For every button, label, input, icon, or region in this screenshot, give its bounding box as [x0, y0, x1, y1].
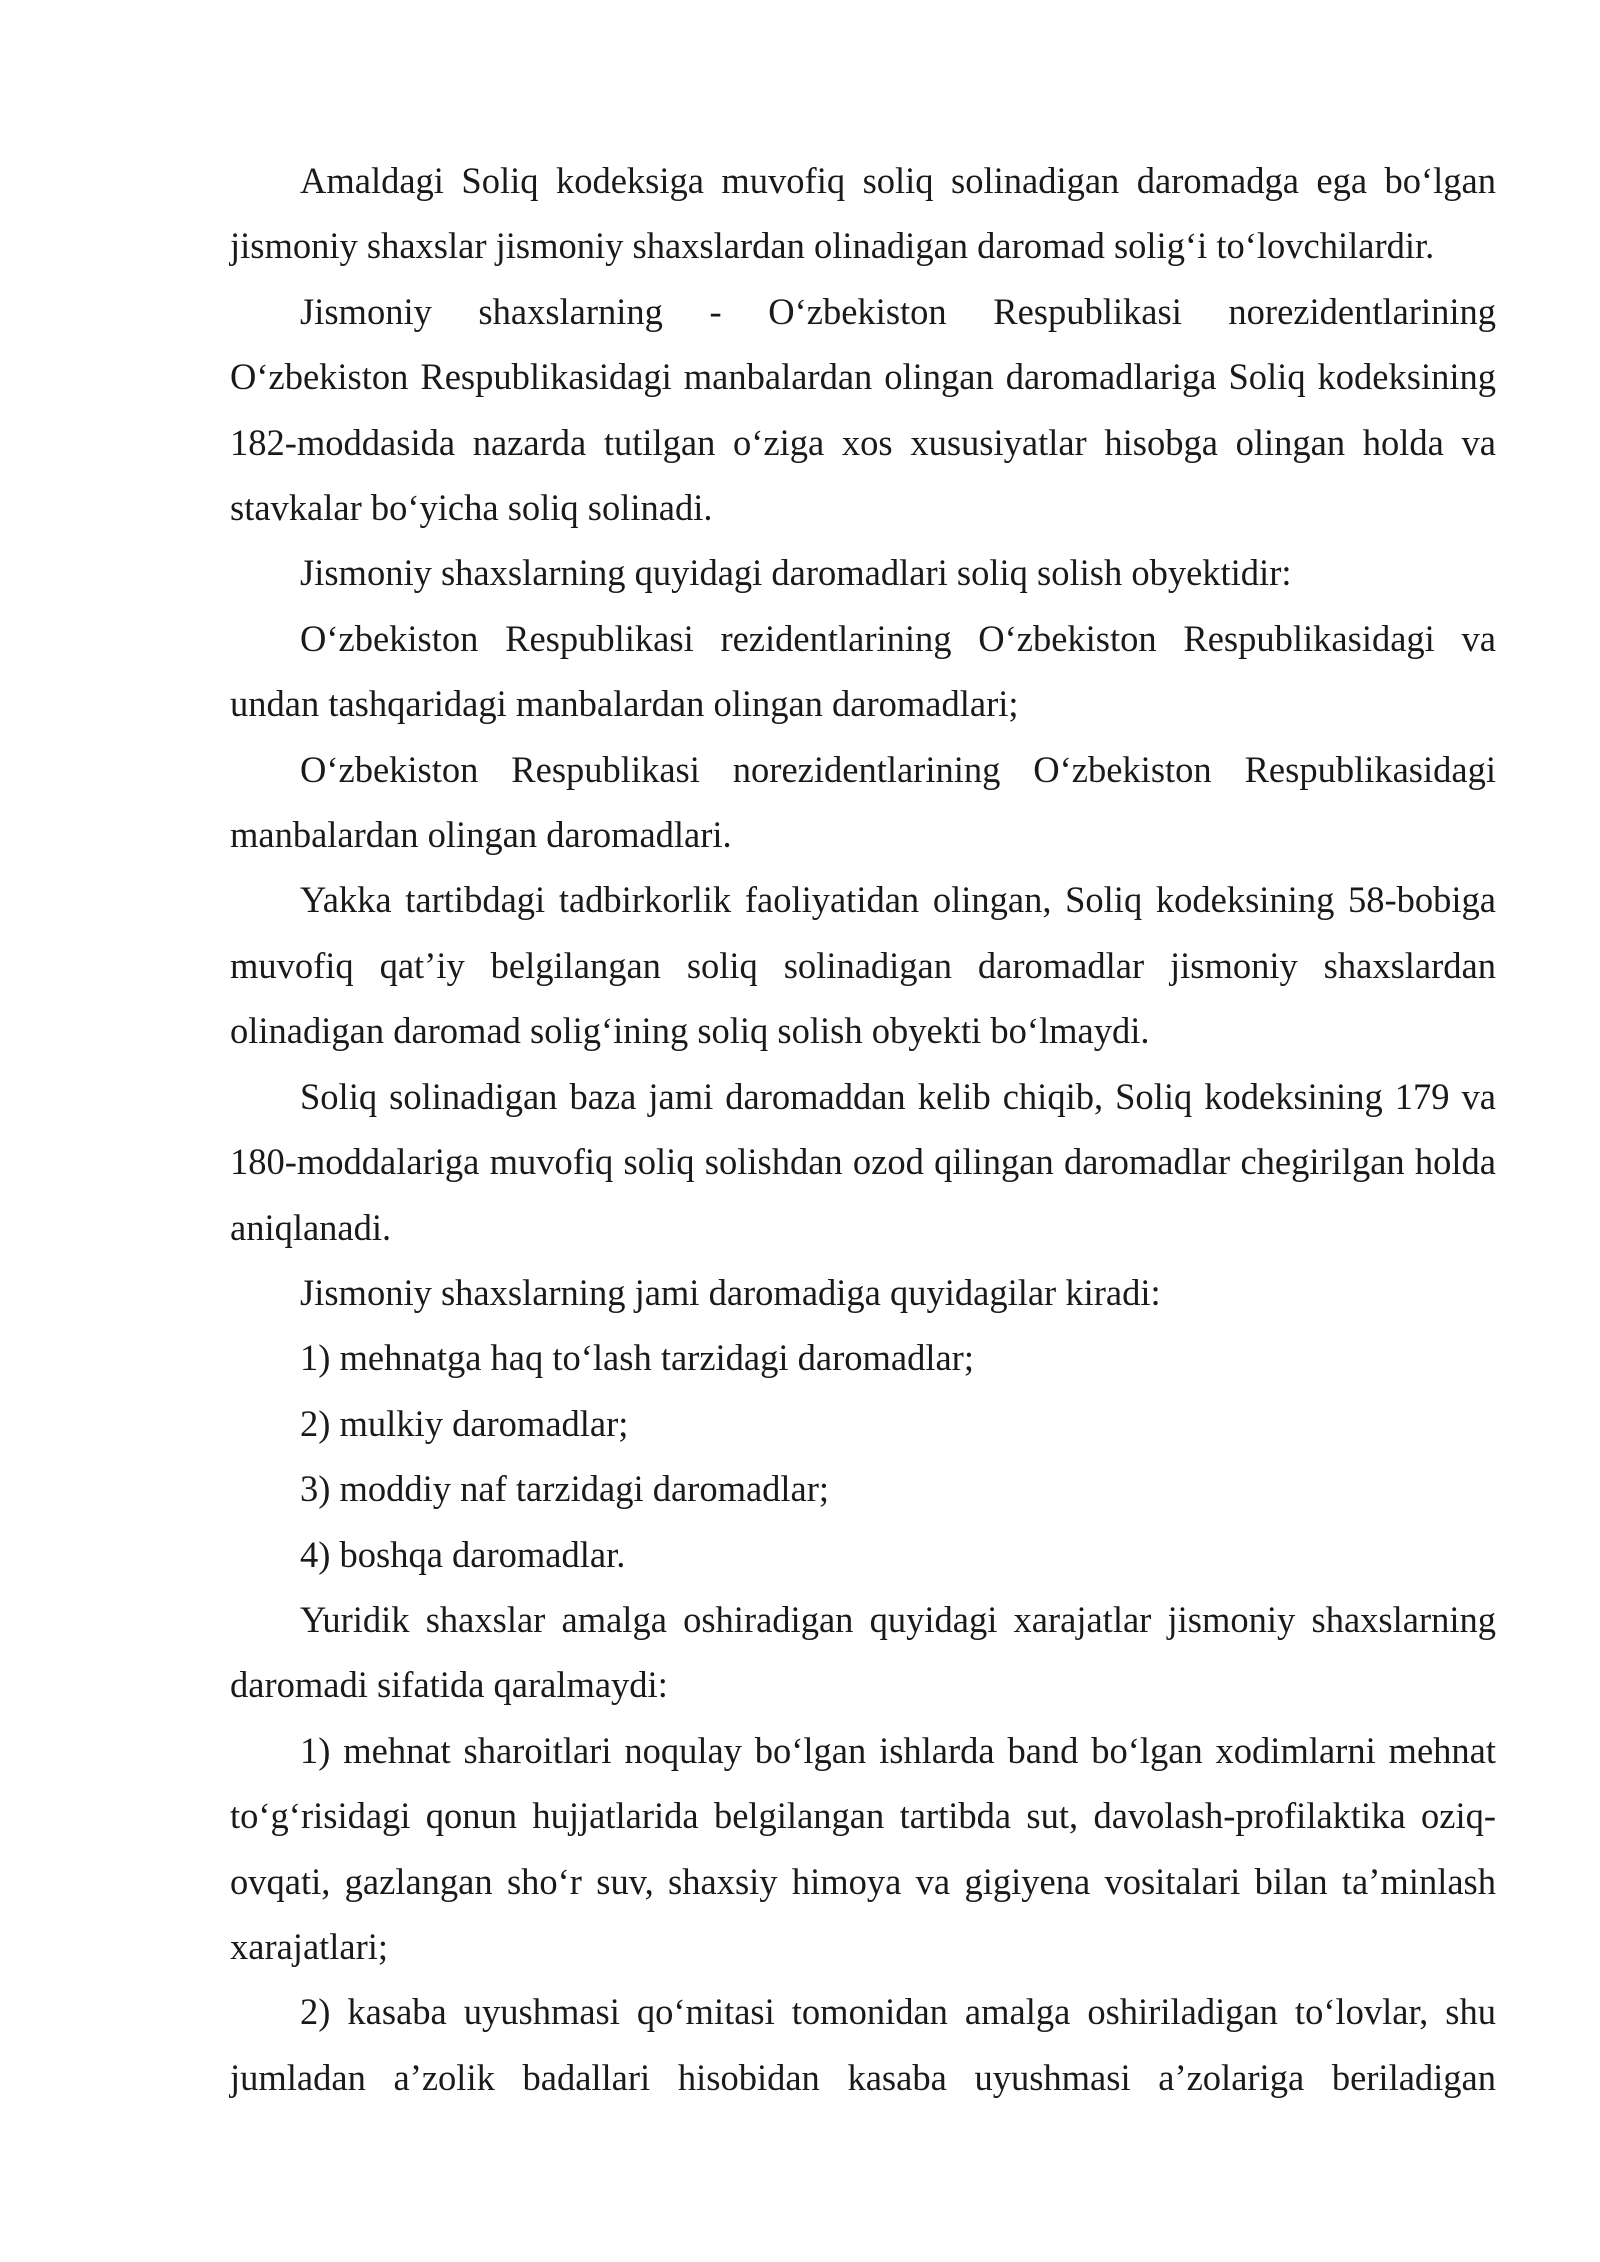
list-item-other-income: 4) boshqa daromadlar.	[300, 1533, 626, 1575]
document-page	[230, 148, 1496, 2110]
paragraph-total-income-intro: Jismoniy shaxslarning jami daromadiga quyidagilar kiradi:	[300, 1271, 1161, 1313]
paragraph-residents-income: O‘zbekiston Respublikasi rezidentlarining O‘zbekiston Respublikasidagi va undan tashqaridagi manbalardan olingan daromadlari;	[230, 617, 1496, 725]
paragraph-taxable-base: Soliq solinadigan baza jami daromaddan kelib chiqib, Soliq kodeksining 179 va 180-moddalariga muvofiq soliq solishdan ozod qilingan daromadlar chegirilgan holda aniqlanadi.	[230, 1075, 1496, 1248]
list-item-material-benefit: 3) moddiy naf tarzidagi daromadlar;	[300, 1468, 830, 1510]
list-item-property-income: 2) mulkiy daromadlar;	[300, 1402, 629, 1444]
paragraph-entrepreneurship-exclusion: Yakka tartibdagi tadbirkorlik faoliyatidan olingan, Soliq kodeksining 58-bobiga muvofiq qat’iy belgilangan soliq solinadigan daromadlar jismoniy shaxslardan olinadigan daromad solig‘ining soliq solish obyekti bo‘lmaydi.	[230, 879, 1496, 1052]
paragraph-taxpayers: Amaldagi Soliq kodeksiga muvofiq soliq solinadigan daromadga ega bo‘lgan jismoniy shaxslar jismoniy shaxslardan olinadigan daromad solig‘i to‘lovchilardir.	[230, 160, 1496, 267]
paragraph-nonresidents-taxation: Jismoniy shaxslarning - O‘zbekiston Respublikasi norezidentlarining O‘zbekiston Respublikasidagi manbalardan olingan daromadlariga Soliq kodeksining 182-moddasida nazarda tutilgan o‘ziga xos xususiyatlar hisobga olingan holda va stavkalar bo‘yicha soliq solinadi.	[230, 290, 1496, 529]
paragraph-taxation-objects-intro: Jismoniy shaxslarning quyidagi daromadlari soliq solish obyektidir:	[300, 552, 1292, 594]
list-item-working-conditions-expenses: 1) mehnat sharoitlari noqulay bo‘lgan ishlarda band bo‘lgan xodimlarni mehnat to‘g‘risidagi qonun hujjatlarida belgilangan tartibda sut, davolash-profilaktika oziq-ovqati, gazlangan sho‘r suv, shaxsiy himoya va gigiyena vositalari bilan ta’minlash xarajatlari;	[230, 1729, 1496, 1967]
paragraph-nonresidents-income: O‘zbekiston Respublikasi norezidentlarining O‘zbekiston Respublikasidagi manbalardan olingan daromadlari.	[230, 748, 1496, 856]
list-item-labor-income: 1) mehnatga haq to‘lash tarzidagi daromadlar;	[300, 1337, 974, 1379]
list-item-trade-union-payments: 2) kasaba uyushmasi qo‘mitasi tomonidan amalga oshiriladigan to‘lovlar, shu jumladan a’zolik badallari hisobidan kasaba uyushmasi a’zolariga beriladigan	[230, 1991, 1496, 2098]
paragraph-excluded-expenses-intro: Yuridik shaxslar amalga oshiradigan quyidagi xarajatlar jismoniy shaxslarning daromadi sifatida qaralmaydi:	[230, 1598, 1496, 1706]
